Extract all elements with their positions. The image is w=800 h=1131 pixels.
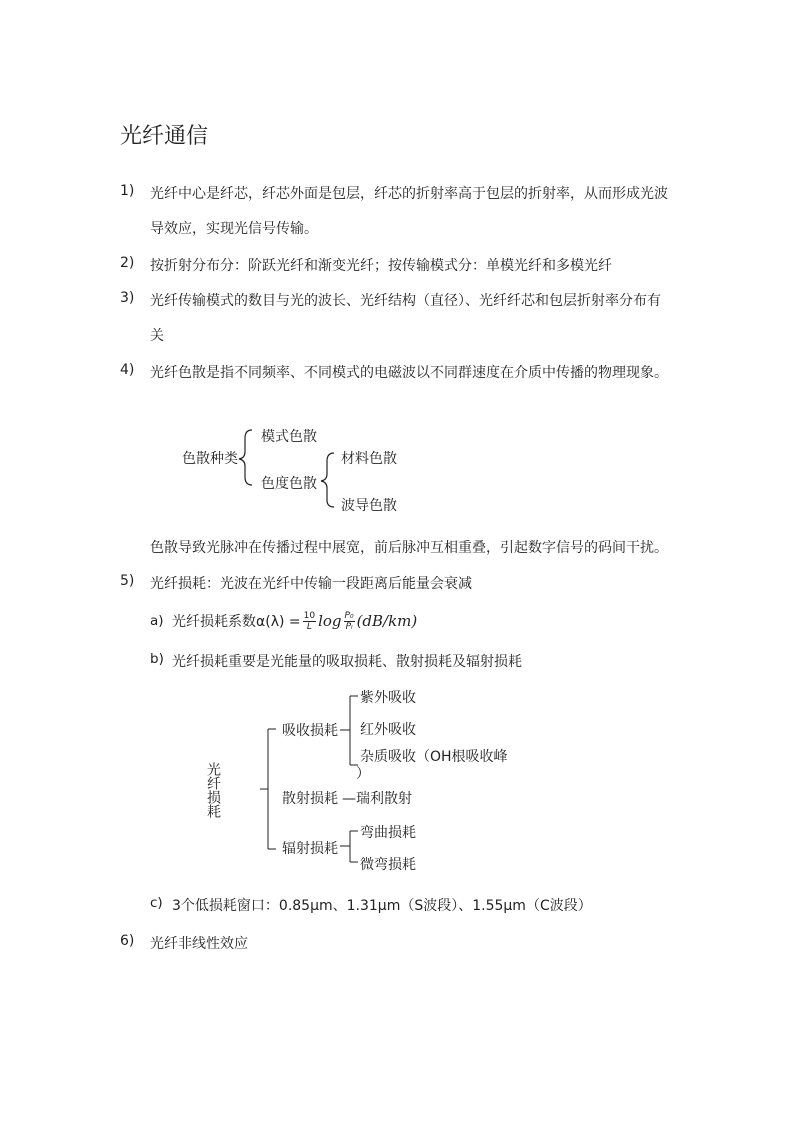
- item-text: 关: [150, 328, 164, 344]
- formula-log: log: [318, 612, 342, 630]
- formula-text: 光纤损耗系数α(λ) =: [172, 614, 301, 630]
- item-text: 光纤中心是纤芯，纤芯外面是包层，纤芯的折射率高于包层的折射率，从而形成光波: [150, 186, 668, 202]
- fraction-denominator: L: [306, 621, 312, 632]
- item-number: 6): [120, 933, 135, 949]
- loss-absorption: 吸收损耗: [282, 723, 338, 739]
- dispersion-material: 材料色散: [341, 451, 397, 467]
- loss-coefficient-formula: [172, 604, 417, 638]
- fraction-numerator: P₀: [344, 610, 354, 621]
- item-number: 3): [120, 290, 135, 306]
- item-number: 2): [120, 255, 135, 271]
- item-text: 光纤非线性效应: [150, 936, 248, 952]
- loss-impurity-close: ）: [356, 766, 370, 782]
- loss-uv: 紫外吸收: [360, 690, 416, 706]
- sub-label: b): [150, 651, 164, 667]
- fraction-numerator: 10: [303, 610, 316, 621]
- formula-unit: (dB/km): [356, 612, 418, 630]
- loss-scattering: 散射损耗: [282, 791, 338, 807]
- item-text: 导效应，实现光信号传输。: [150, 221, 318, 237]
- fraction-denominator: Pₗ: [345, 621, 353, 632]
- loss-rayleigh: —瑞利散射: [342, 791, 412, 807]
- item-text: 光纤损耗：光波在光纤中传输一段距离后能量会衰减: [150, 576, 472, 592]
- loss-microbend: 微弯损耗: [360, 857, 416, 873]
- loss-radiation: 辐射损耗: [282, 841, 338, 857]
- formula-fraction-power: [344, 611, 355, 632]
- formula-fraction: [303, 611, 316, 632]
- item-text: 按折射分布分：阶跃光纤和渐变光纤；按传输模式分：单模光纤和多模光纤: [150, 258, 612, 274]
- item-number: 1): [120, 183, 135, 199]
- sub-text: 光纤损耗重要是光能量的吸取损耗、散射损耗及辐射损耗: [172, 654, 522, 670]
- dispersion-mode: 模式色散: [261, 429, 317, 445]
- item-number: 4): [120, 362, 135, 378]
- page-title: 光纤通信: [120, 124, 209, 149]
- item-text: 光纤传输模式的数目与光的波长、光纤结构（直径）、光纤纤芯和包层折射率分布有: [150, 293, 661, 309]
- item-text: 光纤色散是指不同频率、不同模式的电磁波以不同群速度在介质中传播的物理现象。: [150, 365, 668, 381]
- sub-label: c): [150, 895, 163, 911]
- loss-ir: 红外吸收: [360, 722, 416, 738]
- dispersion-note: 色散导致光脉冲在传播过程中展宽，前后脉冲互相重叠，引起数字信号的码间干扰。: [150, 540, 668, 556]
- loss-impurity: 杂质吸收（OH根吸收峰: [360, 749, 508, 765]
- sub-text: 3个低损耗窗口：0.85μm、1.31μm（S波段）、1.55μm（C波段）: [172, 898, 592, 914]
- dispersion-root: 色散种类: [182, 451, 238, 467]
- dispersion-waveguide: 波导色散: [341, 498, 397, 514]
- item-number: 5): [120, 573, 135, 589]
- loss-root: 光纤损耗: [205, 762, 221, 818]
- sub-label: a): [150, 613, 164, 629]
- loss-bend: 弯曲损耗: [360, 825, 416, 841]
- dispersion-chromatic: 色度色散: [261, 476, 317, 492]
